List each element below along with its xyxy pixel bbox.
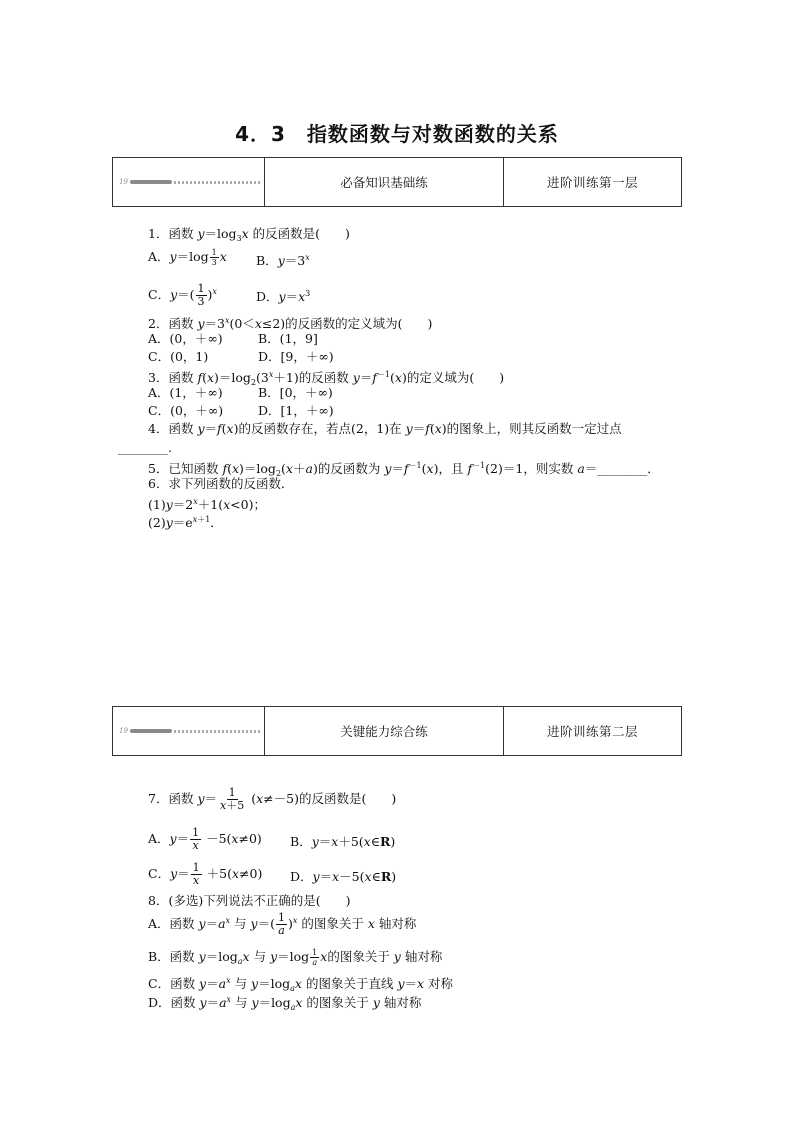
question-3-option-c: C．(0，＋∞) bbox=[148, 403, 224, 418]
question-8-option-c: C．函数 $y=a^x$ 与 $y=\log_ax$ 的图象关于直线 y＝x 对称 bbox=[148, 976, 454, 993]
question-8-option-d: D．函数 $y=a^x$ 与 $y=\log_ax$ 的图象关于 y 轴对称 bbox=[148, 995, 422, 1012]
question-3-stem: 3．函数 $f(x)=\log_2(3^x+1)$的反函数 $y=f^{-1}(x)$的定义域为( ) bbox=[148, 370, 505, 387]
question-7-option-c: C．y＝ $\frac{1}{x}$ ＋5(x≠0) bbox=[148, 861, 263, 887]
question-6-stem: 6．求下列函数的反函数． bbox=[148, 476, 294, 491]
question-7-option-d: D．y＝x－5(x∈R) bbox=[290, 869, 397, 884]
question-2-option-c: C．(0，1) bbox=[148, 349, 209, 364]
question-6-part-2: $(2)y=e^{x+1}$． bbox=[148, 515, 223, 530]
question-3-option-a: A．(1，＋∞) bbox=[148, 385, 223, 400]
decorative-bar-icon: 19 bbox=[119, 727, 262, 735]
question-3-option-b: B．[0，＋∞) bbox=[258, 385, 333, 400]
section-header-basic bbox=[112, 157, 682, 207]
question-2-option-b: B．(1，9] bbox=[258, 331, 318, 346]
question-1-option-c: C．y＝( $\frac{1}{3}$ )$^x$ bbox=[148, 282, 217, 308]
question-8-option-b: B．函数 $y=\log_ax$ 与 y＝log $\frac{1}{a}$ x的图象关于 y 轴对称 bbox=[148, 948, 443, 967]
question-3-option-d: D．[1，＋∞) bbox=[258, 403, 334, 418]
question-2-option-d: D．[9，＋∞) bbox=[258, 349, 334, 364]
question-4-stem: 4．函数 y＝f(x)的反函数存在，若点(2，1)在 y＝f(x)的图象上，则其反函数一定过点 bbox=[148, 421, 622, 436]
section-level: 进阶训练第二层 bbox=[546, 724, 638, 739]
question-1-stem: 1．函数 $y=\log_3x$ 的反函数是( ) bbox=[148, 226, 350, 243]
question-7-option-a: A．y＝ $\frac{1}{x}$ －5(x≠0) bbox=[148, 826, 262, 852]
question-7-stem: 7．函数 y＝ $\frac{1}{x+5}$ (x≠－5)的反函数是( ) bbox=[148, 786, 397, 812]
question-1-option-b: B．$y=3^x$ bbox=[256, 253, 310, 268]
question-8-stem: 8．(多选)下列说法不正确的是( ) bbox=[148, 893, 351, 908]
question-2-option-a: A．(0，＋∞) bbox=[148, 331, 223, 346]
question-1-option-a: A．y＝log $\frac{1}{3}$ x bbox=[148, 248, 227, 267]
question-2-stem: 2．函数 $y=3^x(0<x\le 2)$的反函数的定义域为( ) bbox=[148, 316, 433, 331]
section-level: 进阶训练第一层 bbox=[546, 175, 638, 190]
decorative-bar-icon: 19 bbox=[119, 178, 262, 186]
section-title: 必备知识基础练 bbox=[265, 158, 504, 206]
question-1-option-d: D．$y=x^3$ bbox=[256, 289, 311, 304]
question-8-option-a: A．函数 $y=a^x$ 与 y＝( $\frac{1}{a}$ )$^x$ 的图象关于 x 轴对称 bbox=[148, 911, 417, 937]
question-6-part-1: $(1)y=2^x+1(x<0)$； bbox=[148, 497, 266, 512]
section-title: 关键能力综合练 bbox=[265, 707, 504, 755]
page-title: 4．3 指数函数与对数函数的关系 bbox=[235, 122, 559, 146]
question-5-stem: 5．已知函数 $f(x)=\log_2(x+a)$的反函数为 $y=f^{-1}(x)$，且 $f^{-1}(2)=1$，则实数 a＝________． bbox=[148, 461, 660, 478]
section-header-ability bbox=[112, 706, 682, 756]
question-4-blank: ________. bbox=[118, 440, 172, 455]
question-7-option-b: B．y＝x＋5(x∈R) bbox=[290, 834, 396, 849]
